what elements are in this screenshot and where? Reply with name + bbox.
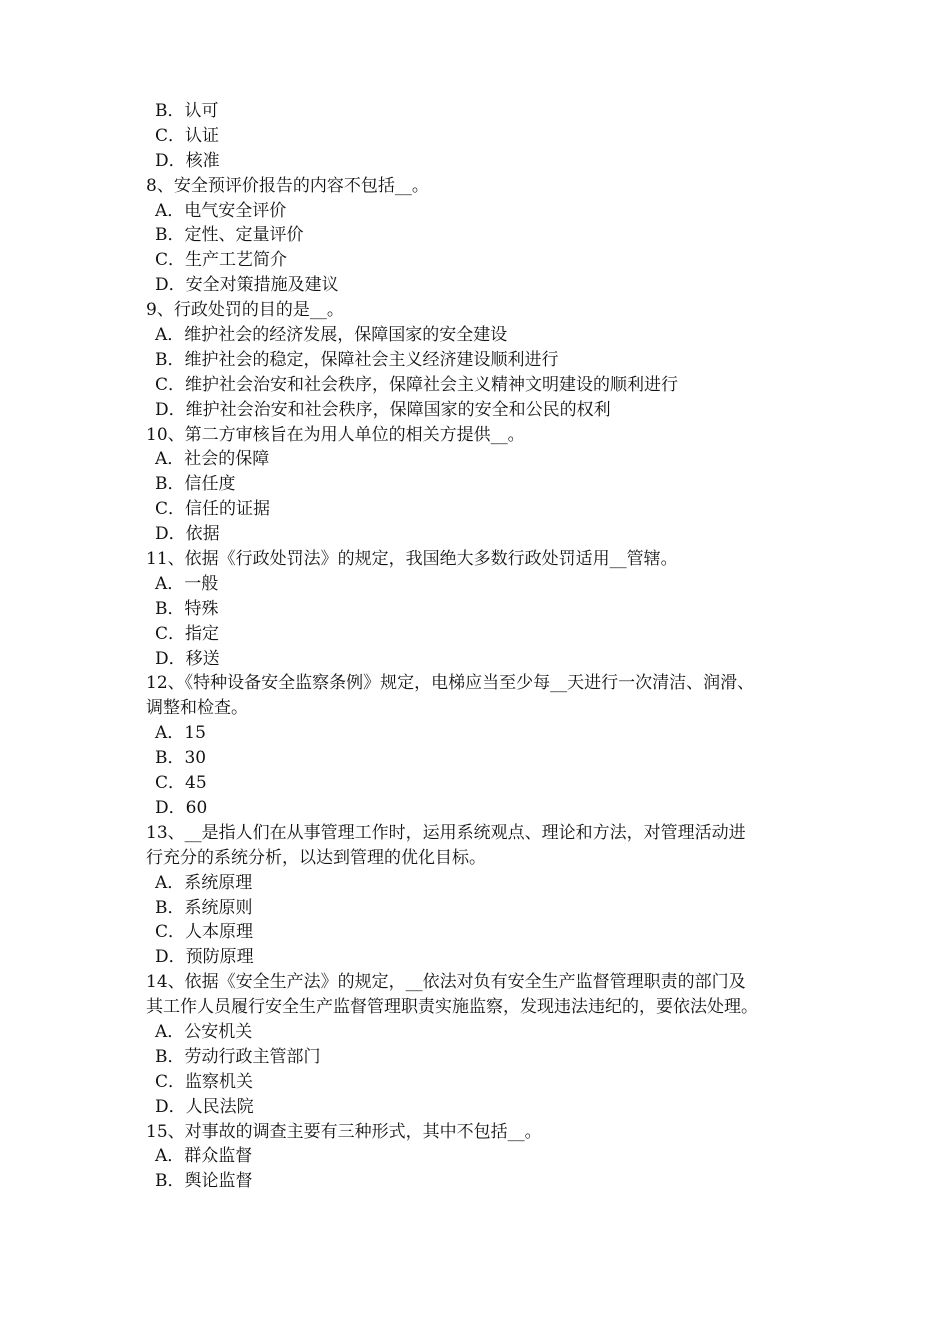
question-text: 调整和检查。 [146,698,248,719]
answer-option: C．认证 [155,125,220,146]
answer-option: B．30 [155,748,207,769]
answer-option: D．依据 [155,524,220,545]
answer-option: C．人本原理 [155,922,254,943]
answer-option: B．劳动行政主管部门 [155,1046,321,1067]
answer-option: B．认可 [155,101,219,121]
question-text: 15、对事故的调查主要有三种形式，其中不包括__。 [146,1121,542,1142]
question-text: 13、__是指人们在从事管理工作时，运用系统观点、理论和方法，对管理活动进 [146,822,746,843]
answer-option: D．核准 [155,150,220,171]
answer-option: C．指定 [155,623,220,644]
question-text: 10、第二方审核旨在为用人单位的相关方提供__。 [146,424,525,445]
answer-option: C．维护社会治安和社会秩序，保障社会主义精神文明建设的顺利进行 [155,374,679,395]
answer-option: A．社会的保障 [155,449,270,470]
question-text: 9、行政处罚的目的是__。 [146,300,344,321]
answer-option: D．维护社会治安和社会秩序，保障国家的安全和公民的权利 [155,399,611,420]
answer-option: A．公安机关 [155,1021,253,1042]
answer-option: C．生产工艺简介 [155,250,288,271]
question-text: 8、安全预评价报告的内容不包括__。 [146,175,429,196]
answer-option: D．安全对策措施及建议 [155,275,339,296]
answer-option: C．监察机关 [155,1071,254,1092]
answer-option: A．电气安全评价 [155,200,287,221]
answer-option: B．信任度 [155,474,236,495]
answer-option: B．特殊 [155,598,219,619]
answer-option: B．维护社会的稳定，保障社会主义经济建设顺利进行 [155,349,559,370]
answer-option: B．系统原则 [155,897,253,918]
answer-option: A．系统原理 [155,872,253,893]
answer-option: C．信任的证据 [155,499,271,520]
answer-option: D．人民法院 [155,1096,254,1117]
exam-questions [146,99,826,1194]
answer-option: A．群众监督 [155,1146,253,1167]
question-text: 行充分的系统分析，以达到管理的优化目标。 [146,847,486,868]
answer-option: A．15 [155,723,206,744]
answer-option: D．预防原理 [155,947,254,968]
question-text: 其工作人员履行安全生产监督管理职责实施监察，发现违法违纪的，要依法处理。 [146,997,758,1018]
answer-option: C．45 [155,773,207,794]
answer-option: A．维护社会的经济发展，保障国家的安全建设 [155,325,508,346]
answer-option: D．移送 [155,648,220,669]
question-text: 11、依据《行政处罚法》的规定，我国绝大多数行政处罚适用__管辖。 [146,549,678,570]
question-text: 14、依据《安全生产法》的规定，__依法对负有安全生产监督管理职责的部门及 [146,972,746,993]
answer-option: B．舆论监督 [155,1171,253,1192]
answer-option: B．定性、定量评价 [155,225,304,246]
question-text: 12、《特种设备安全监察条例》规定，电梯应当至少每__天进行一次清洁、润滑、 [146,673,755,694]
answer-option: A．一般 [155,573,219,594]
answer-option: D．60 [155,797,208,818]
